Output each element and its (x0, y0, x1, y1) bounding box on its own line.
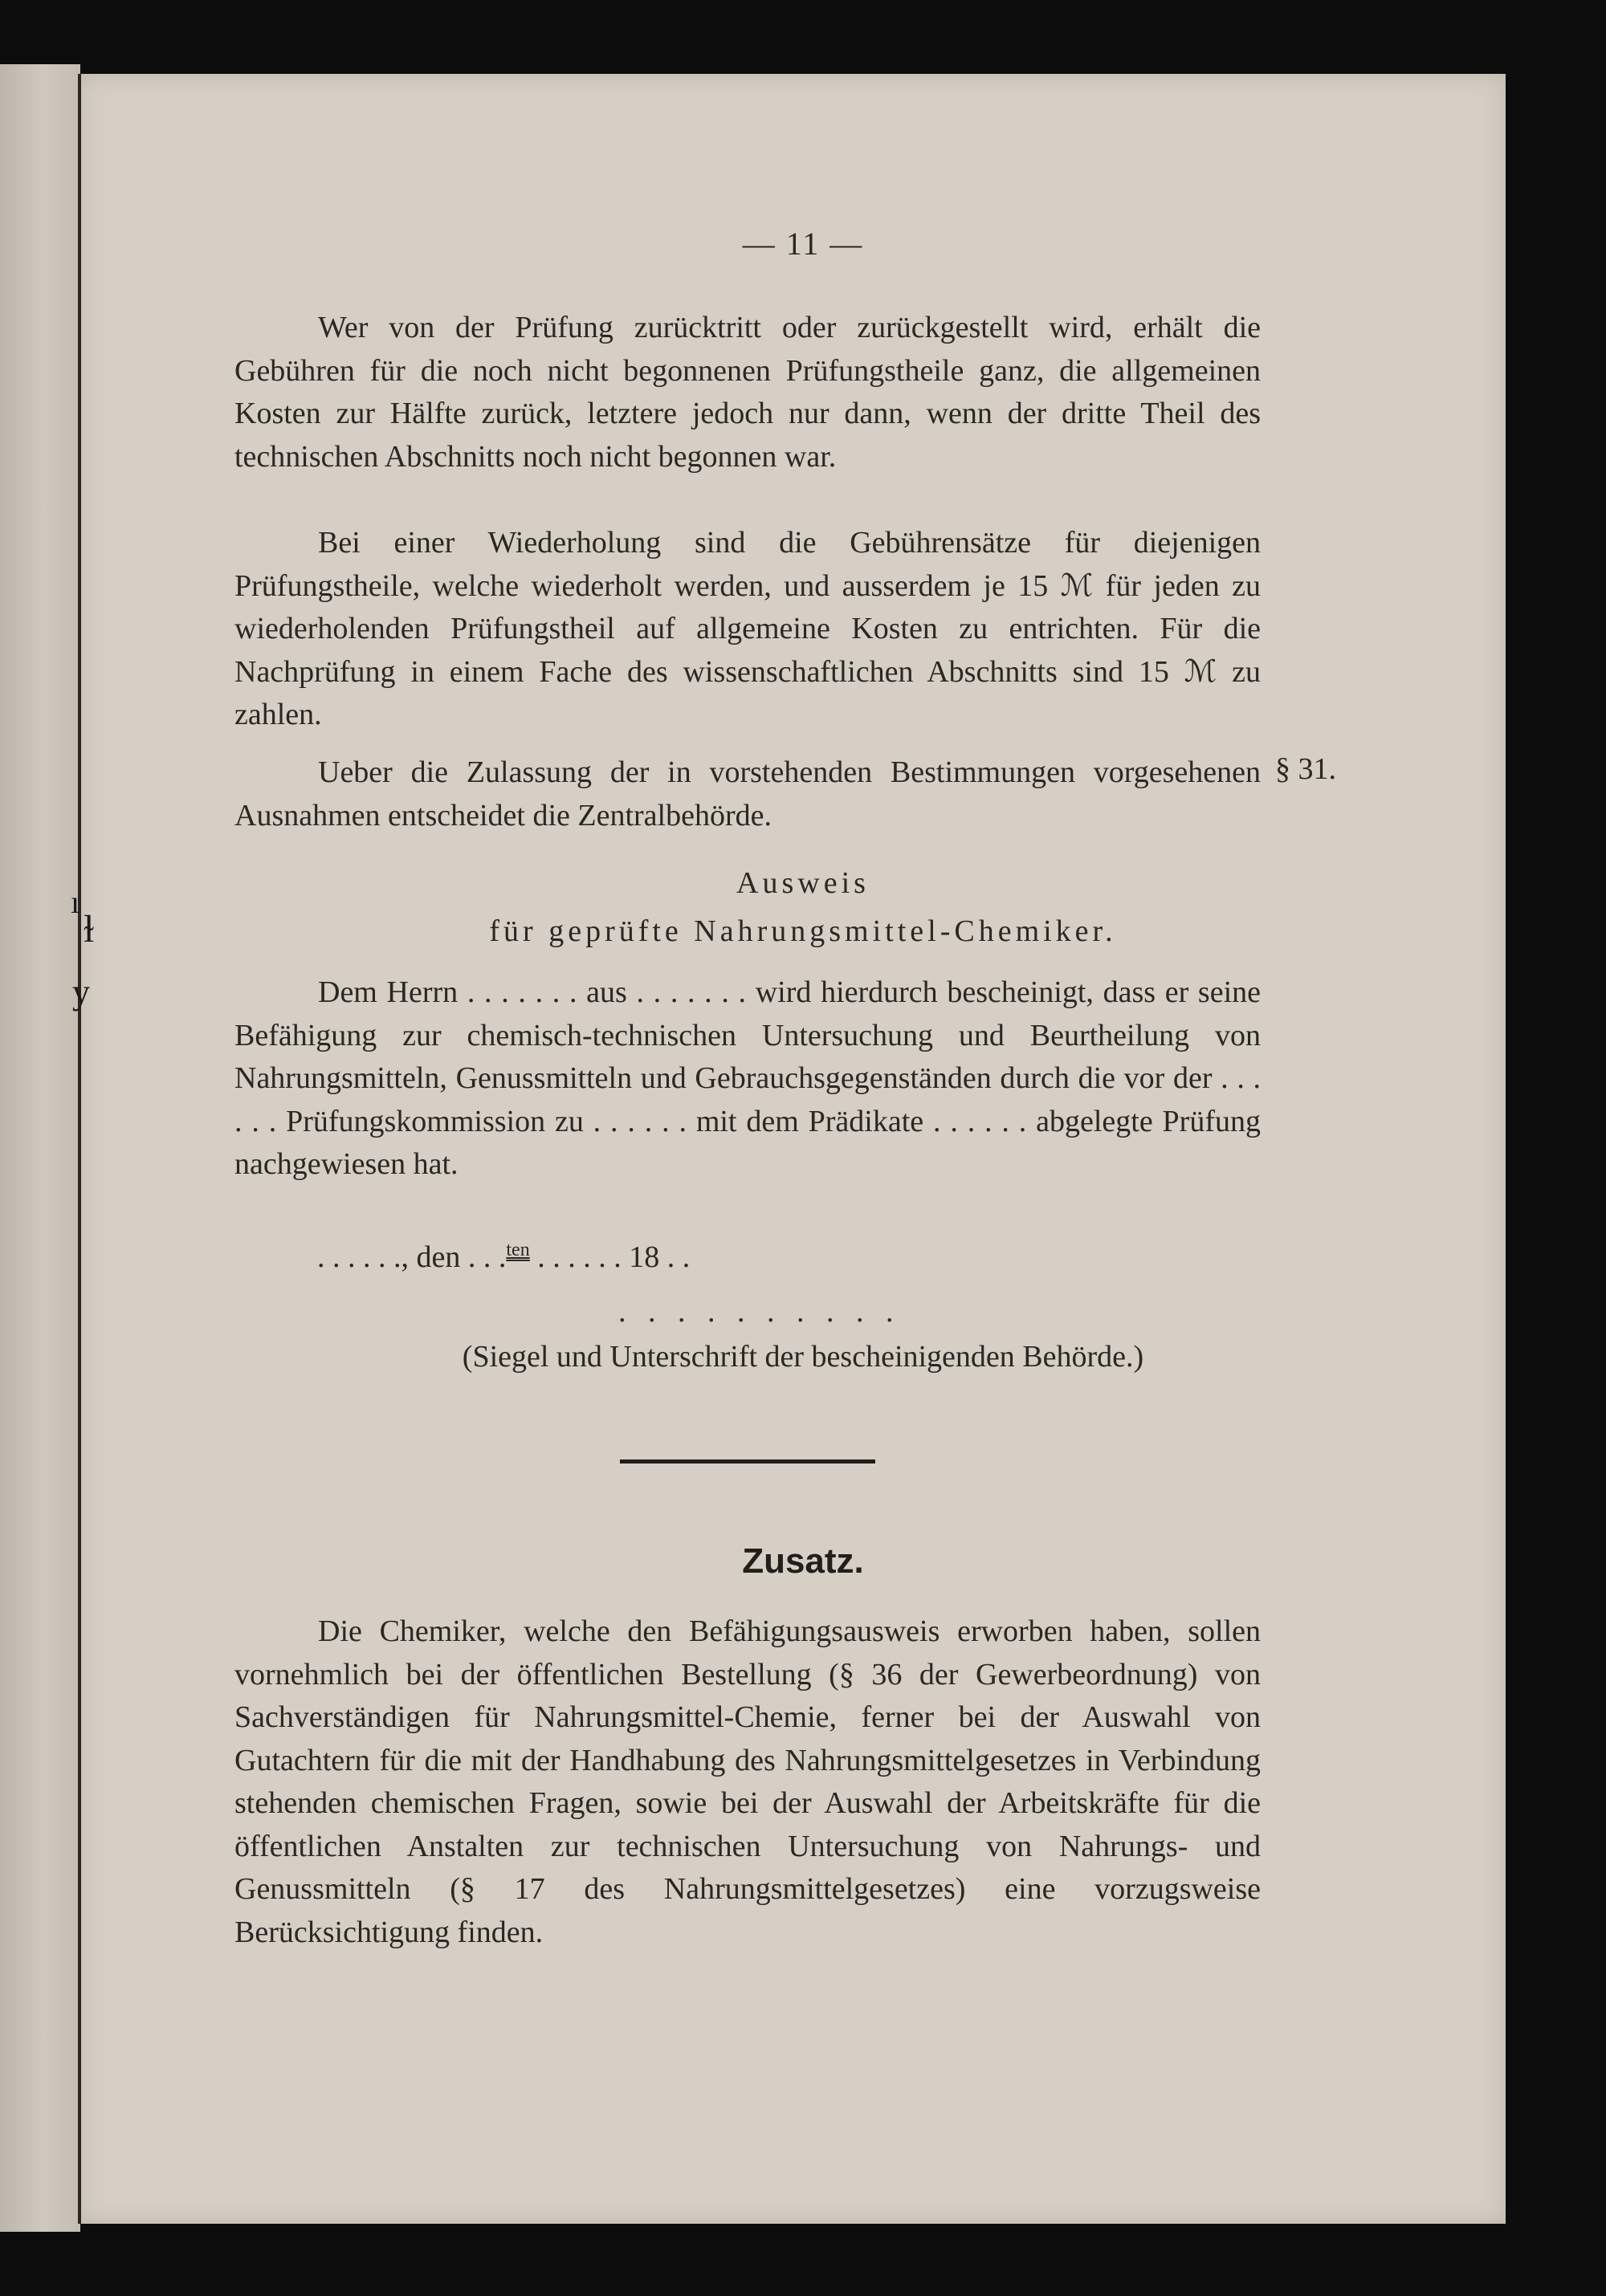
section-divider (620, 1459, 875, 1463)
paragraph-exceptions: Ueber die Zulassung der in vorstehenden Bestimmungen vorgesehenen Ausnahmen entscheidet die Zentralbehörde. (234, 755, 1261, 833)
margin-mark: y (72, 972, 90, 1012)
zusatz-heading: Zusatz. (742, 1541, 864, 1581)
section-reference: § 31. (1275, 752, 1336, 786)
certificate-title: Ausweis (736, 866, 870, 900)
paragraph-repetition-fees: Bei einer Wiederholung sind die Gebührensätze für diejenigen Prüfungstheile, welche wiederholt werden, und ausserdem je 15 ℳ für jeden zu wiederholenden Prüfungstheil auf allgemeine Kosten zu entrichten. Für die Nachprüfung in einem Fache des wissenschaftlichen Abschnitts sind 15 ℳ zu zahlen. (234, 526, 1261, 731)
page-gutter (78, 74, 81, 2224)
certificate-subtitle: für geprüfte Nahrungsmittel-Chemiker. (489, 914, 1117, 948)
margin-mark: ı (71, 884, 80, 920)
certificate-date-line (317, 1240, 690, 1275)
signature-dots: . . . . . . . . . . (618, 1295, 901, 1329)
seal-caption: (Siegel und Unterschrift der bescheinigenden Behörde.) (462, 1340, 1144, 1374)
zusatz-paragraph: Die Chemiker, welche den Befähigungsausweis erworben haben, sollen vornehmlich bei der öffentlichen Bestellung (§ 36 der Gewerbeordnung) von Sachverständigen für Nahrungsmittel-Chemie, ferner bei der Auswahl von Gutachtern für die mit der Handhabung des Nahrungsmittelgesetzes in Verbindung stehenden chemischen Fragen, sowie bei der Auswahl der Arbeitskräfte für die öffentlichen Anstalten zur technischen Untersuchung von Nahrungs- und Genussmitteln (§ 17 des Nahrungsmittelgesetzes) eine vorzugsweise Berücksichtigung finden. (234, 1614, 1261, 1949)
date-superscript: ten (506, 1240, 530, 1260)
margin-mark: ɫ (84, 908, 95, 951)
date-line-end: . . . . . . 18 . . (529, 1240, 691, 1274)
certificate-body: Dem Herrn . . . . . . . aus . . . . . . . wird hierdurch bescheinigt, dass er seine Befähigung zur chemisch-technischen Untersuchung und Beurtheilung von Nahrungsmitteln, Genussmitteln und Gebrauchsgegenständen durch die vor der . . . . . . Prüfungskommission zu . . . . . . mit dem Prädikate . . . . . . abgelegte Prüfung nachgewiesen hat. (234, 975, 1261, 1181)
paragraph-withdrawal-fees: Wer von der Prüfung zurücktritt oder zurückgestellt wird, erhält die Gebühren für die noch nicht begonnenen Prüfungstheile ganz, die allgemeinen Kosten zur Hälfte zurück, letztere jedoch nur dann, wenn der dritte Theil des technischen Abschnitts noch nicht begonnen war. (234, 311, 1261, 474)
previous-page-edge (0, 64, 80, 2232)
page-number: — 11 — (742, 226, 864, 262)
date-line-start: . . . . . ., den . . . (317, 1240, 507, 1274)
